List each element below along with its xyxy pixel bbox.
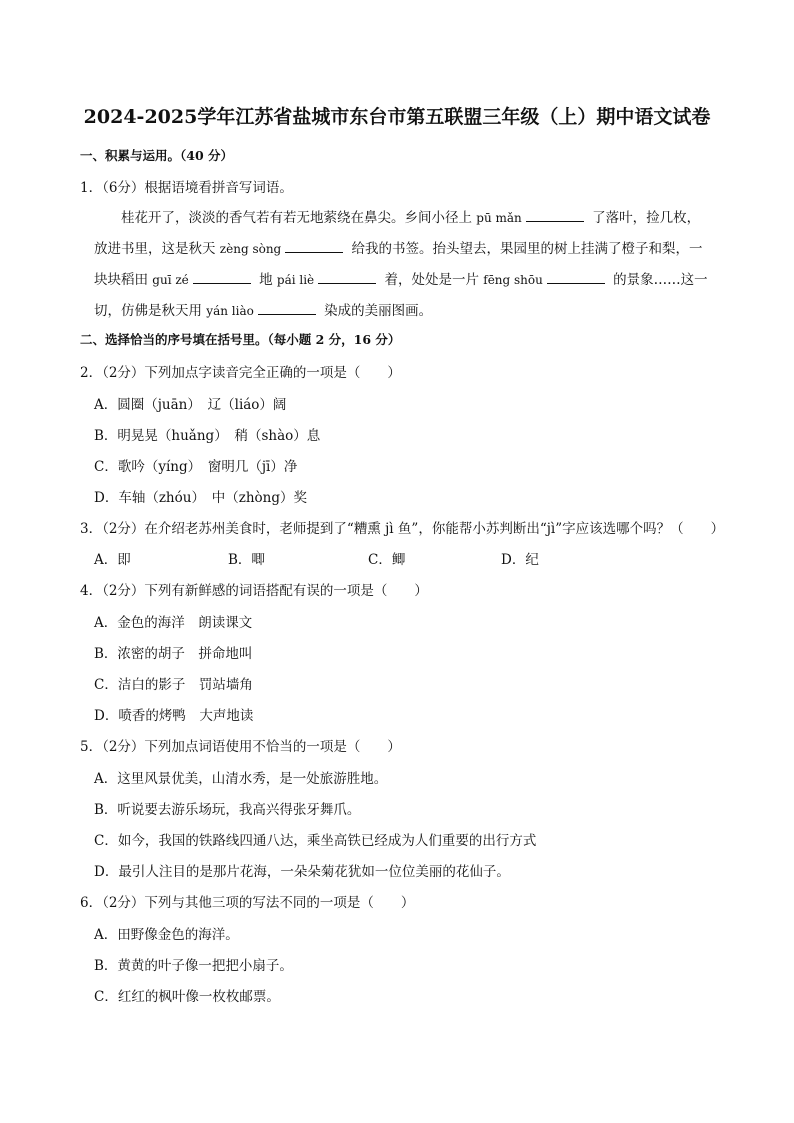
q1-passage-line-2 xyxy=(94,237,703,257)
q5-option-d[interactable]: D．最引人注目的是那片花海，一朵朵菊花犹如一位位美丽的花仙子。 xyxy=(94,864,510,880)
passage-text: 地 xyxy=(254,272,277,288)
q1-passage-line-1 xyxy=(94,206,700,226)
q6-option-a[interactable]: A．田野像金色的海洋。 xyxy=(94,927,239,943)
pinyin-prompt: zèng sòng xyxy=(219,242,282,256)
pinyin-prompt: yán liào xyxy=(206,304,254,318)
answer-blank[interactable] xyxy=(285,240,343,253)
section-heading-2: 二、选择恰当的序号填在括号里。（每小题 2 分，16 分） xyxy=(80,332,401,347)
q5-option-b[interactable]: B．听说要去游乐场玩，我高兴得张牙舞爪。 xyxy=(94,802,361,818)
pinyin-prompt: fēng shōu xyxy=(483,273,543,287)
question-2-stem: 2．（2分）下列加点字读音完全正确的一项是（ ） xyxy=(80,365,401,381)
answer-blank[interactable] xyxy=(547,271,605,284)
pinyin-prompt: pū mǎn xyxy=(476,211,522,225)
q2-option-d[interactable]: D．车轴（zhóu） 中（zhòng）奖 xyxy=(94,490,307,506)
q3-option-a[interactable]: A．即 xyxy=(94,552,131,568)
q2-option-b[interactable]: B．明晃晃（huǎng） 稍（shào）息 xyxy=(94,428,321,444)
answer-blank[interactable] xyxy=(318,271,376,284)
passage-text: 给我的书签。抬头望去，果园里的树上挂满了橙子和梨，一 xyxy=(347,241,703,257)
page-title: 2024-2025学年江苏省盐城市东台市第五联盟三年级（上）期中语文试卷 xyxy=(83,106,711,128)
passage-text: 放进书里，这是秋天 xyxy=(94,241,220,257)
pinyin-prompt: guī zé xyxy=(152,273,189,287)
q5-option-a[interactable]: A．这里风景优美，山清水秀，是一处旅游胜地。 xyxy=(94,771,388,787)
answer-blank[interactable] xyxy=(526,209,584,222)
question-3-stem: 3．（2分）在介绍老苏州美食时，老师提到了“糟熏 jì 鱼”，你能帮小苏判断出“jì”字应该选哪个吗？（ ） xyxy=(80,521,725,537)
section-heading-1: 一、积累与运用。（40 分） xyxy=(80,148,233,163)
passage-text: 切，仿佛是秋天用 xyxy=(94,303,207,319)
q4-option-d[interactable]: D．喷香的烤鸭 大声地读 xyxy=(94,708,254,724)
passage-text: 的景象……这一 xyxy=(608,272,708,288)
question-5-stem: 5．（2分）下列加点词语使用不恰当的一项是（ ） xyxy=(80,739,401,755)
question-1-stem: 1．（6分）根据语境看拼音写词语。 xyxy=(80,180,293,196)
q3-option-b[interactable]: B．唧 xyxy=(228,552,265,568)
passage-text: 着，处处是一片 xyxy=(380,272,484,288)
q4-option-b[interactable]: B．浓密的胡子 拼命地叫 xyxy=(94,646,253,662)
q3-option-c[interactable]: C．鲫 xyxy=(368,552,406,568)
q6-option-c[interactable]: C．红红的枫叶像一枚枚邮票。 xyxy=(94,989,280,1005)
q4-option-a[interactable]: A．金色的海洋 朗读课文 xyxy=(94,615,253,631)
q1-passage-line-4 xyxy=(94,299,432,319)
q2-option-a[interactable]: A．圆圈（juān） 辽（liáo）阔 xyxy=(94,397,287,413)
question-4-stem: 4．（2分）下列有新鲜感的词语搭配有误的一项是（ ） xyxy=(80,583,428,599)
q4-option-c[interactable]: C．洁白的影子 罚站墙角 xyxy=(94,677,253,693)
answer-blank[interactable] xyxy=(193,271,251,284)
q2-option-c[interactable]: C．歌吟（yíng） 窗明几（jī）净 xyxy=(94,459,298,475)
q6-option-b[interactable]: B．黄黄的叶子像一把把小扇子。 xyxy=(94,958,293,974)
passage-text: 染成的美丽图画。 xyxy=(319,303,433,319)
passage-text: 桂花开了，淡淡的香气若有若无地萦绕在鼻尖。乡间小径上 xyxy=(121,210,477,226)
passage-text: 块块稻田 xyxy=(94,272,153,288)
passage-text: 了落叶，捡几枚， xyxy=(587,210,701,226)
q1-passage-line-3 xyxy=(94,268,708,288)
q5-option-c[interactable]: C．如今，我国的铁路线四通八达，乘坐高铁已经成为人们重要的出行方式 xyxy=(94,833,537,849)
answer-blank[interactable] xyxy=(258,302,316,315)
pinyin-prompt: pái liè xyxy=(276,273,315,287)
q3-option-d[interactable]: D．纪 xyxy=(501,552,539,568)
question-6-stem: 6．（2分）下列与其他三项的写法不同的一项是（ ） xyxy=(80,895,415,911)
